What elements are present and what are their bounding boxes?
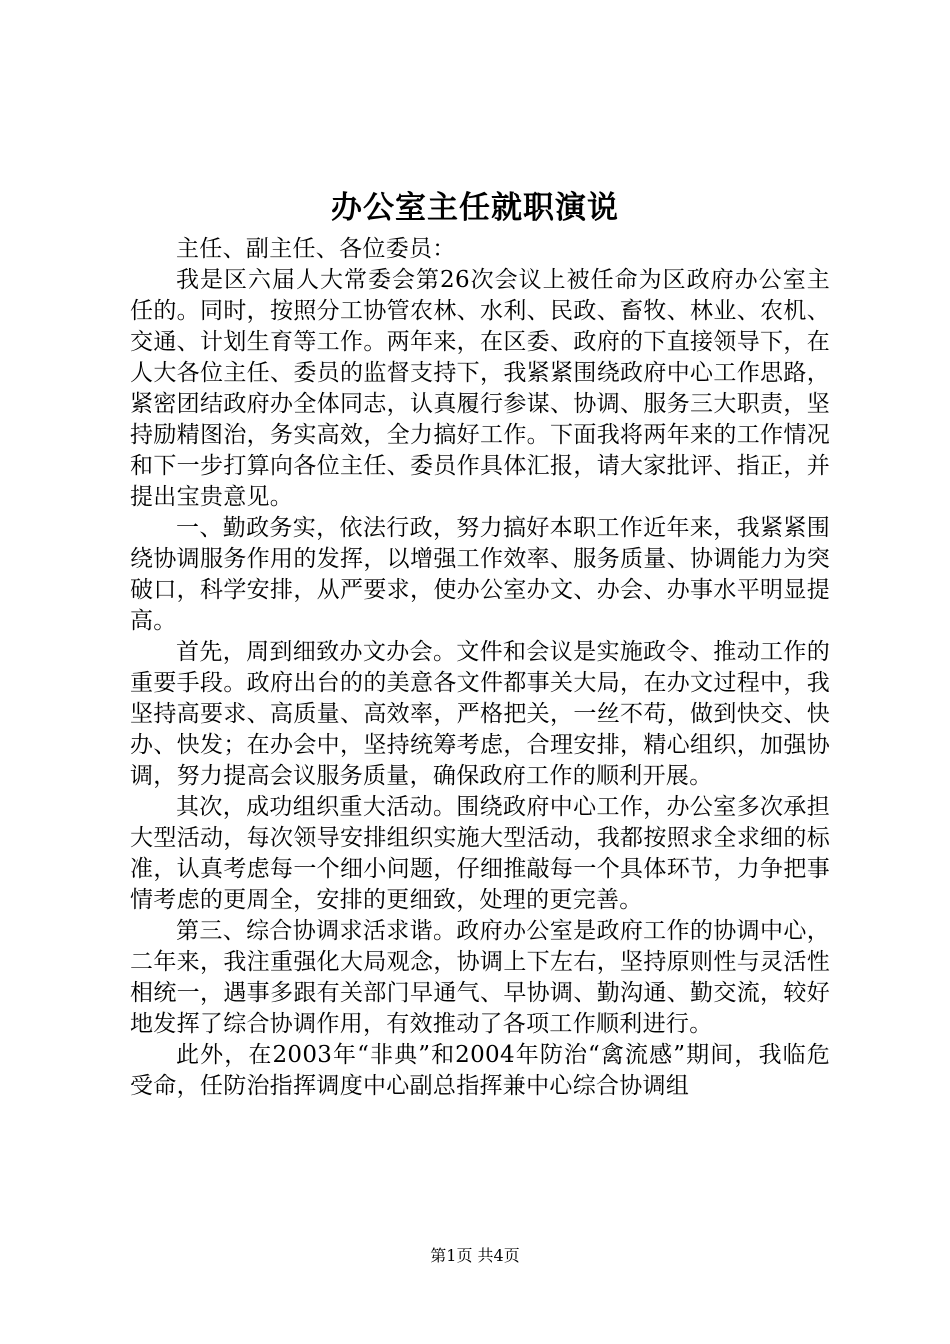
- body-paragraph: 我是区六届人大常委会第26次会议上被任命为区政府办公室主任的。同时，按照分工协管农林、水利、民政、畜牧、林业、农机、交通、计划生育等工作。两年来，在区委、政府的下直接领导下，在人大各位主任、委员的监督支持下，我紧紧围绕政府中心工作思路，紧密团结政府办全体同志，认真履行参谋、协调、服务三大职责，坚持励精图治，务实高效，全力搞好工作。下面我将两年来的工作情况和下一步打算向各位主任、委员作具体汇报，请大家批评、指正，并提出宝贵意见。: [130, 267, 830, 510]
- body-paragraph: 其次，成功组织重大活动。围绕政府中心工作，办公室多次承担大型活动，每次领导安排组织实施大型活动，我都按照求全求细的标准，认真考虑每一个细小问题，仔细推敲每一个具体环节，力争把事情考虑的更周全，安排的更细致，处理的更完善。: [130, 794, 830, 913]
- document-title: 办公室主任就职演说: [331, 190, 619, 226]
- body-paragraph: 首先，周到细致办文办会。文件和会议是实施政令、推动工作的重要手段。政府出台的的美意各文件都事关大局，在办文过程中，我坚持高要求、高质量、高效率，严格把关，一丝不苟，做到快交、快办、快发；在办会中，坚持统筹考虑，合理安排，精心组织，加强协调，努力提高会议服务质量，确保政府工作的顺利开展。: [130, 639, 830, 789]
- body-paragraph: 此外，在2003年“非典”和2004年防治“禽流感”期间，我临危受命，任防治指挥调度中心副总指挥兼中心综合协调组: [130, 1042, 830, 1099]
- body-paragraph: 第三、综合协调求活求谐。政府办公室是政府工作的协调中心，二年来，我注重强化大局观念，协调上下左右，坚持原则性与灵活性相统一，遇事多跟有关部门早通气、早协调、勤沟通、勤交流，较好地发挥了综合协调作用，有效推动了各项工作顺利进行。: [130, 918, 830, 1037]
- document-body: [130, 234, 830, 1102]
- page-number-footer: 第1页 共4页: [430, 1246, 520, 1265]
- body-paragraph: 一、勤政务实，依法行政，努力搞好本职工作近年来，我紧紧围绕协调服务作用的发挥，以增强工作效率、服务质量、协调能力为突破口，科学安排，从严要求，使办公室办文、办会、办事水平明显提高。: [130, 515, 830, 634]
- salutation-paragraph: 主任、副主任、各位委员：: [176, 236, 456, 262]
